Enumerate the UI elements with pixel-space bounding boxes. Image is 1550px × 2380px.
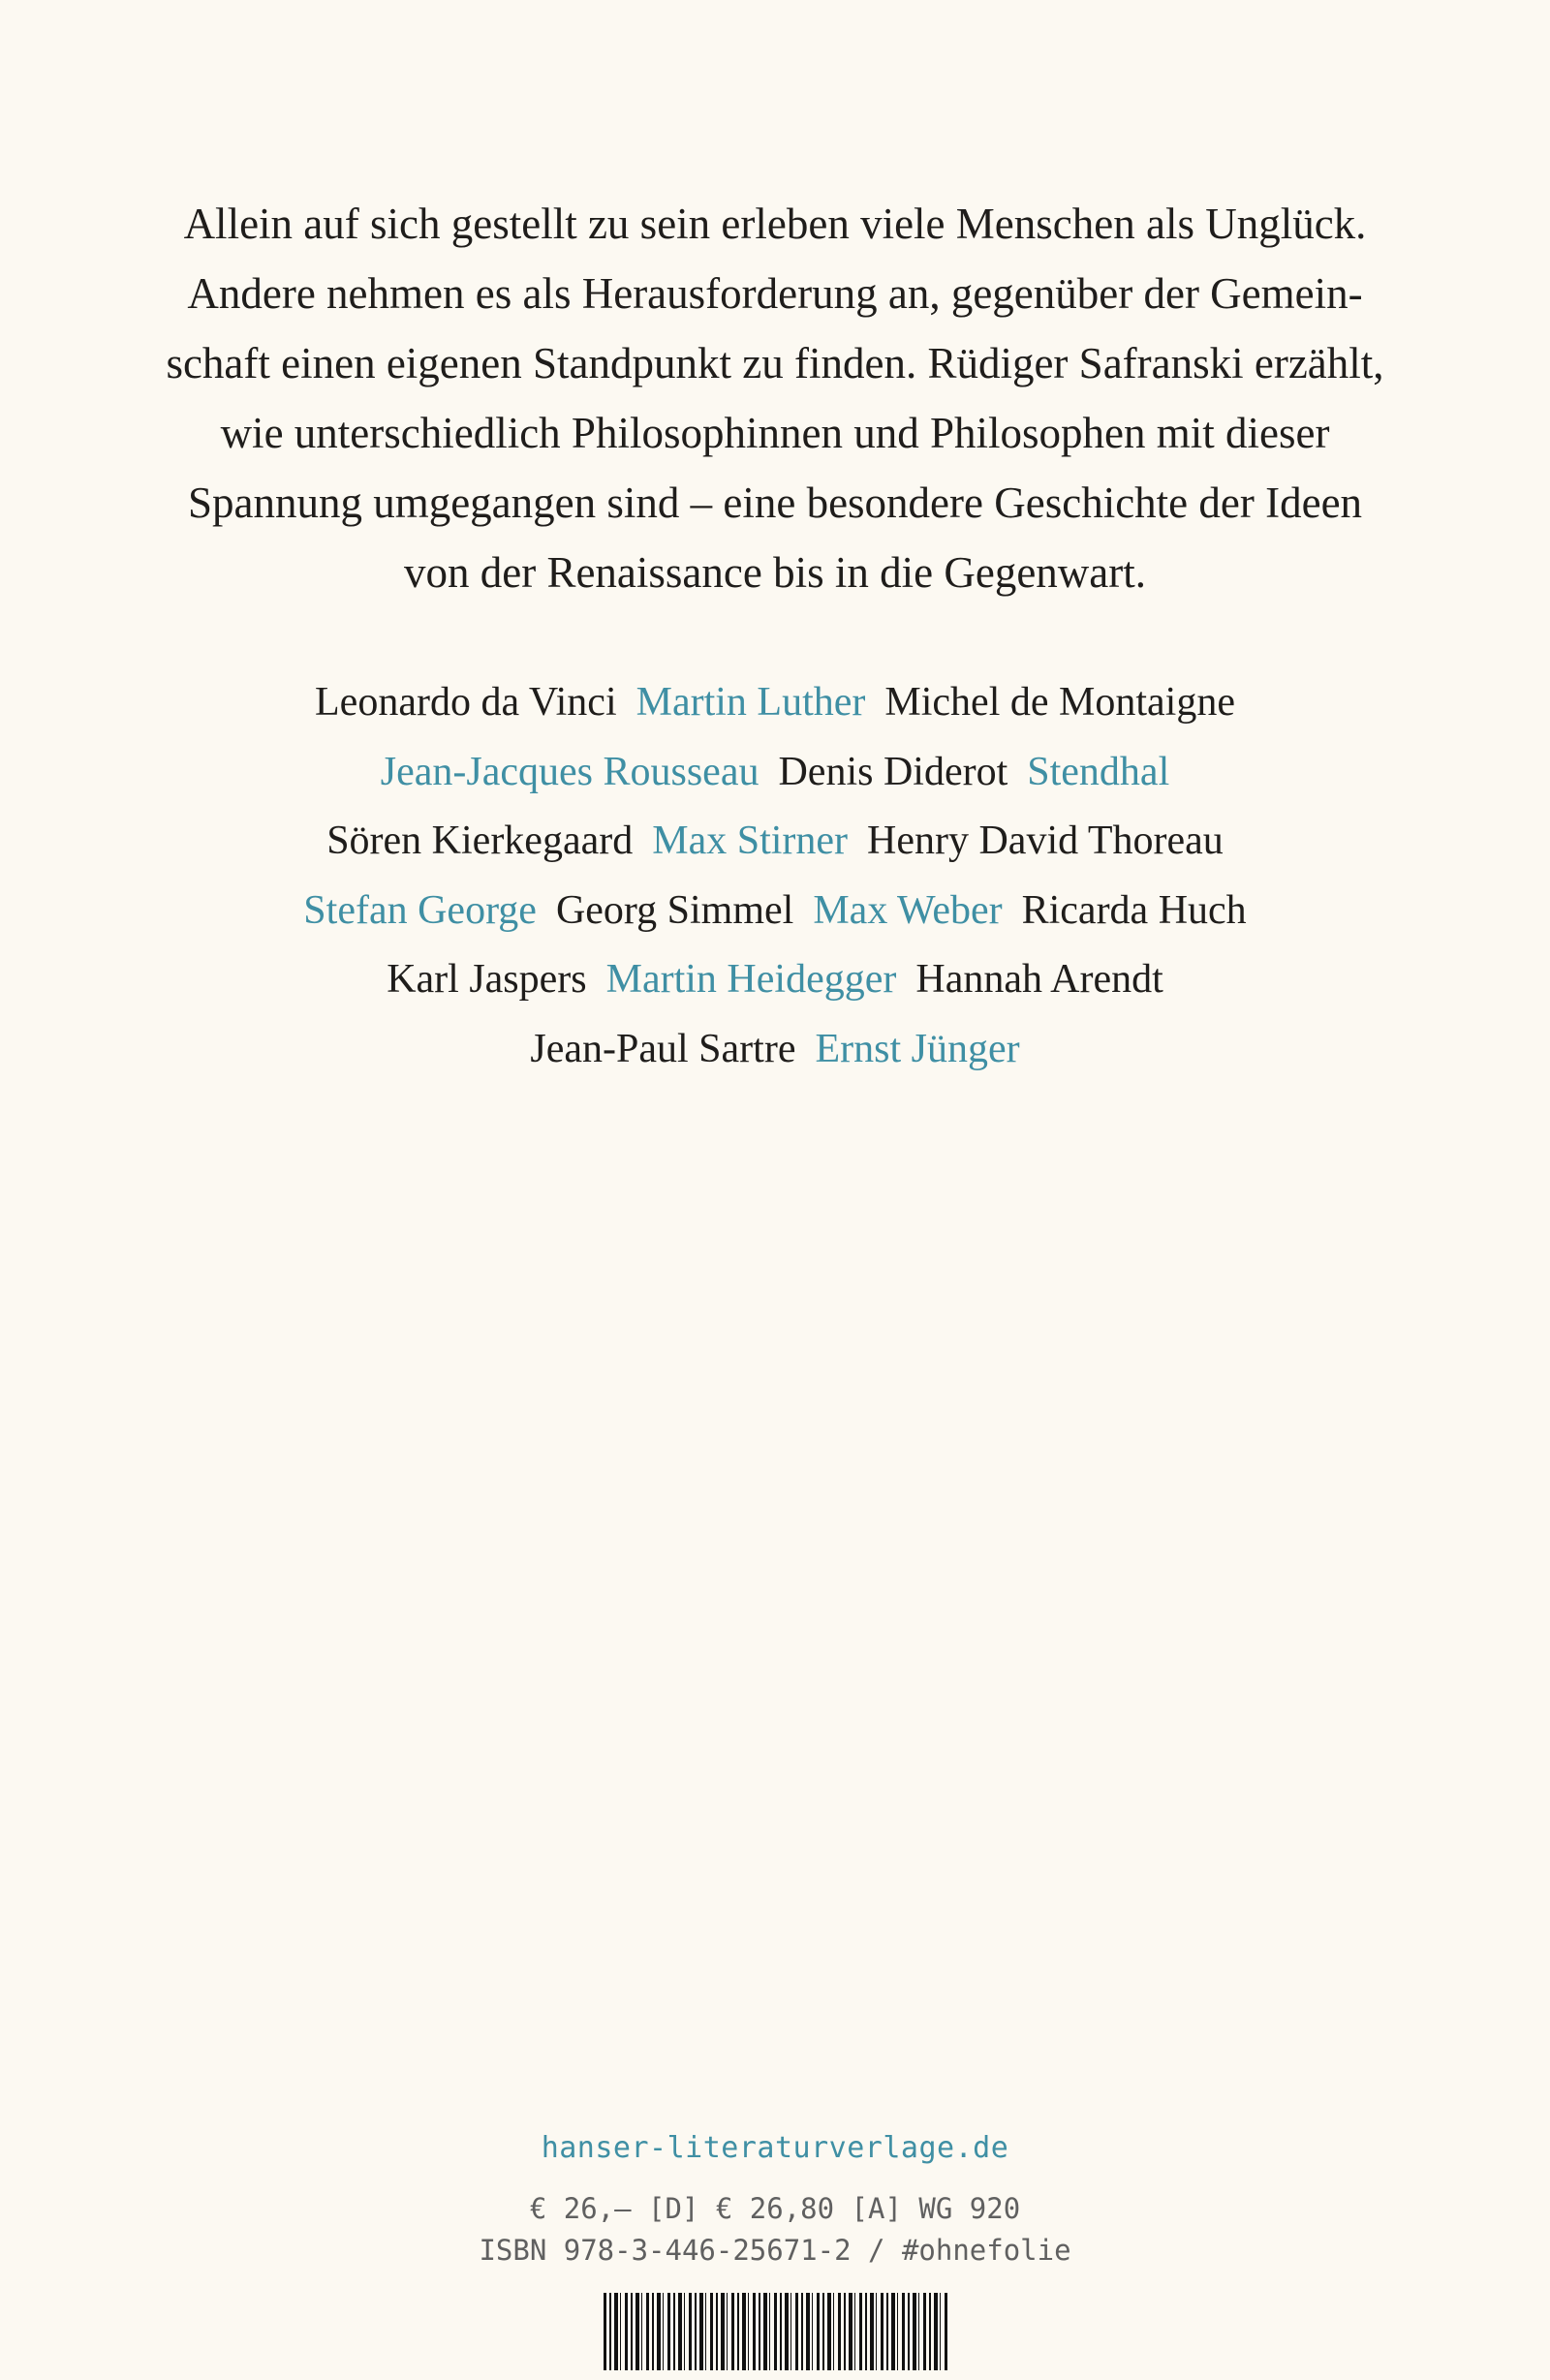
blurb-line: schaft einen eigenen Standpunkt zu finden. Rüdiger Safranski erzählt, [166,339,1384,387]
blurb-line: Andere nehmen es als Herausforderung an, gegenüber der Gemein- [187,269,1363,318]
blurb-line: wie unterschiedlich Philosophinnen und Philosophen mit dieser [220,409,1330,457]
philosopher-name: Stendhal [1027,749,1170,794]
philosopher-name: Martin Luther [636,680,866,725]
philosopher-name: Georg Simmel [555,887,794,933]
price-line: € 26,– [D] € 26,80 [A] WG 920 [529,2192,1021,2225]
philosopher-name: Ernst Jünger [815,1026,1020,1071]
blurb-line: von der Renaissance bis in die Gegenwart. [403,548,1146,597]
philosopher-name: Max Stirner [652,819,849,863]
philosopher-names [97,668,1453,1084]
philosopher-name: Denis Diderot [778,749,1008,794]
names-row [97,877,1453,946]
philosopher-name: Karl Jaspers [387,957,587,1002]
isbn-line: ISBN 978-3-446-25671-2 / #ohnefolie [479,2234,1071,2267]
blurb-text [145,189,1405,607]
blurb-line: Spannung umgegangen sind – eine besondere Geschichte der Ideen [187,479,1363,527]
names-row [97,668,1453,738]
philosopher-name: Henry David Thoreau [867,819,1224,863]
philosopher-name: Martin Heidegger [605,957,897,1002]
barcode [604,2293,947,2370]
philosopher-name: Sören Kierkegaard [326,819,634,863]
blurb-line: Allein auf sich gestellt zu sein erleben viele Menschen als Unglück. [183,200,1367,248]
names-row [97,738,1453,808]
philosopher-name: Ricarda Huch [1021,887,1247,933]
philosopher-name: Stefan George [303,887,537,933]
philosopher-name: Jean-Paul Sartre [530,1026,796,1071]
philosopher-name: Jean-Jacques Rousseau [380,749,760,794]
names-row [97,945,1453,1015]
philosopher-name: Leonardo da Vinci [315,680,617,725]
publisher-url: hanser-literaturverlage.de [541,2131,1009,2165]
philosopher-name: Hannah Arendt [915,957,1163,1002]
names-row [97,807,1453,877]
philosopher-name: Michel de Montaigne [884,680,1235,725]
philosopher-name: Max Weber [813,887,1003,933]
names-row [97,1015,1453,1085]
